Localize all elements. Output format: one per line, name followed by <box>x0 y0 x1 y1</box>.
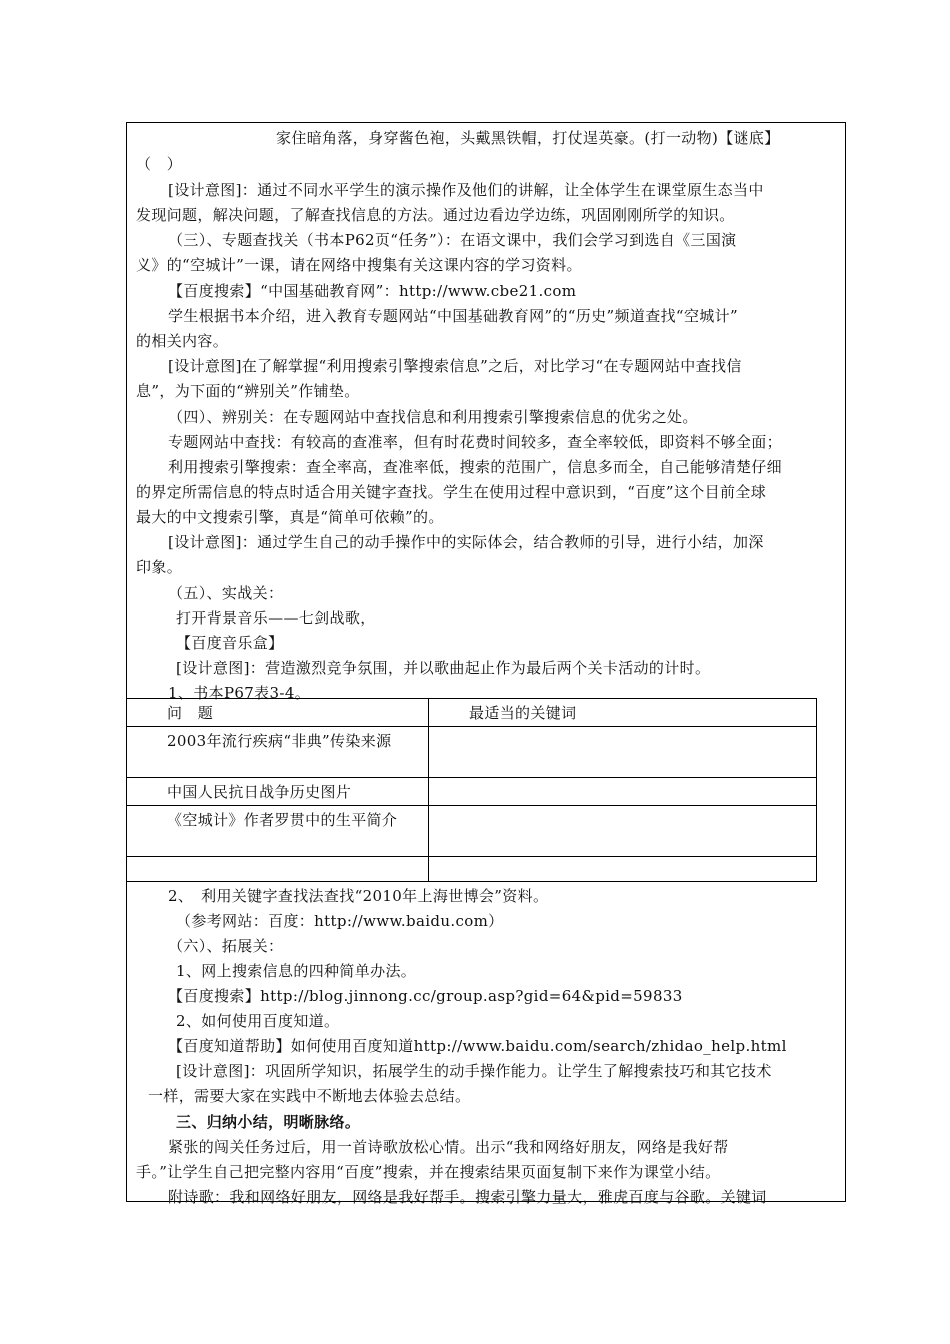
text-line: 1、网上搜索信息的四种简单办法。 <box>176 962 417 980</box>
text-line: 的相关内容。 <box>136 332 229 350</box>
text-line: 的界定所需信息的特点时适合用关键字查找。学生在使用过程中意识到，“百度”这个目前全球 <box>136 483 767 501</box>
text-line: 紧张的闯关任务过后，用一首诗歌放松心情。出示“我和网络好朋友，网络是我好帮 <box>168 1138 729 1156</box>
table-cell-question <box>127 806 429 857</box>
text-line: [设计意图]：通过学生自己的动手操作中的实际体会，结合教师的引导，进行小结，加深 <box>168 533 764 551</box>
text-line: 家住暗角落，身穿酱色袍，头戴黑铁帽，打仗逞英豪。(打一动物)【谜底】 <box>276 129 780 147</box>
table-cell-keyword[interactable] <box>429 857 817 882</box>
table-cell-keyword[interactable] <box>429 806 817 857</box>
text-line: 最大的中文搜索引擎，真是“简单可依赖”的。 <box>136 508 444 526</box>
text-line: 息”，为下面的“辨别关”作铺垫。 <box>136 382 360 400</box>
table-row <box>127 857 817 882</box>
table-cell-text: 2003年流行疾病“非典”传染来源 <box>167 732 392 750</box>
text-line: 1、书本P67表3-4。 <box>168 684 311 702</box>
text-line: 专题网站中查找：有较高的查准率，但有时花费时间较多，查全率较低，即资料不够全面； <box>168 433 783 451</box>
text-line: （参考网站：百度：http://www.baidu.com） <box>176 912 504 930</box>
table-row <box>127 778 817 806</box>
text-line: 2、如何使用百度知道。 <box>176 1012 340 1030</box>
table-row <box>127 727 817 778</box>
text-line: 【百度搜索】http://blog.jinnong.cc/group.asp?gid=64&pid=59833 <box>168 987 683 1005</box>
text-line: 【百度搜索】“中国基础教育网”：http://www.cbe21.com <box>168 282 577 300</box>
table-cell-keyword[interactable] <box>429 727 817 778</box>
table-row <box>127 806 817 857</box>
keyword-table <box>126 698 817 882</box>
text-line: 2、 利用关键字查找法查找“2010年上海世博会”资料。 <box>168 887 549 905</box>
text-line: 附诗歌：我和网络好朋友，网络是我好帮手。搜索引擎力量大，雅虎百度与谷歌。关键词 <box>168 1188 767 1206</box>
table-header-row <box>127 699 817 727</box>
text-line: 一样，需要大家在实践中不断地去体验去总结。 <box>148 1087 471 1105</box>
text-line: 【百度知道帮助】如何使用百度知道http://www.baidu.com/search/zhidao_help.html <box>168 1037 787 1055</box>
text-line: （五）、实战关： <box>168 584 284 602</box>
text-line: 【百度音乐盒】 <box>176 634 284 652</box>
text-line: [设计意图]：营造激烈竞争氛围，并以歌曲起止作为最后两个关卡活动的计时。 <box>176 659 711 677</box>
text-line: 印象。 <box>136 558 183 576</box>
text-line: （六）、拓展关： <box>168 937 284 955</box>
text-line: [设计意图]在了解掌握“利用搜索引擎搜索信息”之后，对比学习“在专题网站中查找信 <box>168 357 742 375</box>
table-cell-question <box>127 727 429 778</box>
text-line: 发现问题，解决问题，了解查找信息的方法。通过边看边学边练，巩固刚刚所学的知识。 <box>136 206 735 224</box>
table-cell-question: 中国人民抗日战争历史图片 <box>127 778 429 806</box>
text-line: 利用搜索引擎搜索：查全率高，查准率低，搜索的范围广，信息多而全，自己能够清楚仔细 <box>168 458 783 476</box>
table-cell-text: 《空城计》作者罗贯中的生平简介 <box>167 811 398 829</box>
text-line: （ ） <box>136 155 183 173</box>
text-line: [设计意图]：通过不同水平学生的演示操作及他们的讲解，让全体学生在课堂原生态当中 <box>168 181 764 199</box>
text-line: 打开背景音乐——七剑战歌， <box>176 609 376 627</box>
text-line: （三）、专题查找关（书本P62页“任务”）：在语文课中，我们会学习到选自《三国演 <box>168 231 737 249</box>
text-line: 学生根据书本介绍，进入教育专题网站“中国基础教育网”的“历史”频道查找“空城计” <box>168 307 739 325</box>
table-cell-keyword[interactable] <box>429 778 817 806</box>
text-line: 手。”让学生自己把完整内容用“百度”搜索，并在搜索结果页面复制下来作为课堂小结。 <box>136 1163 721 1181</box>
text-line: [设计意图]：巩固所学知识，拓展学生的动手操作能力。让学生了解搜索技巧和其它技术 <box>176 1062 772 1080</box>
section-heading: 三、归纳小结，明晰脉络。 <box>176 1113 361 1131</box>
table-header-question: 问 题 <box>127 699 429 727</box>
table-header-keyword: 最适当的关键词 <box>429 699 817 727</box>
table-cell-question <box>127 857 429 882</box>
text-line: 义》的“空城计”一课，请在网络中搜集有关这课内容的学习资料。 <box>136 256 582 274</box>
text-line: （四）、辨别关：在专题网站中查找信息和利用搜索引擎搜索信息的优劣之处。 <box>168 408 698 426</box>
